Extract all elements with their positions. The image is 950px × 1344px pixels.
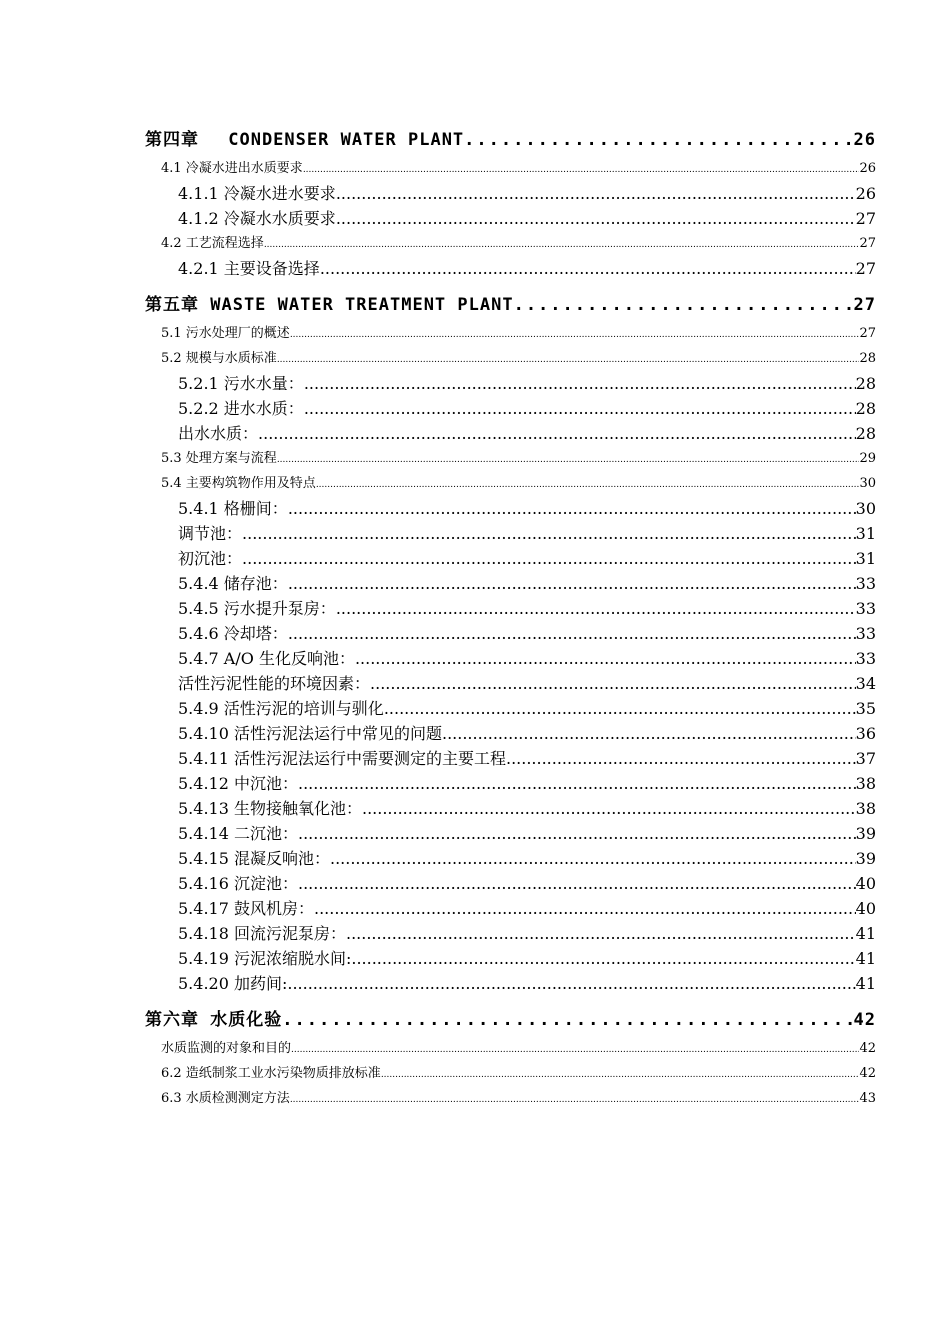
table-of-contents <box>145 124 876 1111</box>
toc-entry[interactable] <box>145 796 876 821</box>
toc-entry-title: 5.1 污水处理厂的概述 <box>161 326 290 341</box>
toc-entry[interactable] <box>145 621 876 646</box>
toc-entry[interactable] <box>145 181 876 206</box>
toc-entry-title: 活性污泥性能的环境因素： <box>178 674 371 693</box>
dot-leader <box>316 473 860 496</box>
toc-page-number: 28 <box>859 351 876 366</box>
toc-page-number: 26 <box>859 161 876 176</box>
dot-leader <box>287 971 855 996</box>
toc-page-number: 27 <box>859 326 876 341</box>
toc-entry-title: 5.4.16 沉淀池： <box>178 874 298 893</box>
toc-entry[interactable] <box>145 546 876 571</box>
toc-page-number: 27 <box>855 209 876 228</box>
toc-entry[interactable] <box>145 396 876 421</box>
toc-entry[interactable] <box>145 821 876 846</box>
toc-entry-title: 6.2 造纸制浆工业水污染物质排放标准 <box>161 1066 381 1081</box>
toc-page-number: 42 <box>853 1010 876 1030</box>
toc-entry-title: 5.2.1 污水水量： <box>178 374 304 393</box>
dot-leader <box>320 256 856 281</box>
toc-page-number: 30 <box>859 476 876 491</box>
toc-entry-title: 5.2.2 进水水质： <box>178 399 304 418</box>
toc-entry[interactable] <box>145 746 876 771</box>
dot-leader <box>506 746 856 771</box>
toc-entry-title: 水质监测的对象和目的 <box>161 1041 292 1056</box>
toc-entry[interactable] <box>145 496 876 521</box>
dot-leader <box>442 721 856 746</box>
dot-leader <box>355 646 856 671</box>
toc-entry[interactable] <box>145 721 876 746</box>
toc-entry[interactable] <box>145 321 876 346</box>
toc-entry-title: 第四章 CONDENSER WATER PLANT <box>145 130 465 150</box>
toc-entry-title: 5.4.18 回流污泥泵房： <box>178 924 346 943</box>
toc-entry-title: 出水水质： <box>178 424 259 443</box>
dot-leader <box>314 896 856 921</box>
toc-entry-title: 5.4 主要构筑物作用及特点 <box>161 476 316 491</box>
toc-entry[interactable] <box>145 921 876 946</box>
toc-page-number: 41 <box>855 974 876 993</box>
toc-page-number: 33 <box>855 574 876 593</box>
dot-leader <box>514 289 854 321</box>
toc-entry-title: 5.4.5 污水提升泵房： <box>178 599 336 618</box>
toc-chapter-entry[interactable] <box>145 124 876 156</box>
toc-chapter-entry[interactable] <box>145 1004 876 1036</box>
dot-leader <box>242 546 856 571</box>
dot-leader <box>258 421 856 446</box>
toc-entry-title: 5.3 处理方案与流程 <box>161 451 277 466</box>
toc-page-number: 33 <box>855 649 876 668</box>
toc-page-number: 33 <box>855 624 876 643</box>
toc-entry-title: 6.3 水质检测测定方法 <box>161 1091 290 1106</box>
toc-entry-title: 5.4.15 混凝反响池： <box>178 849 330 868</box>
dot-leader <box>336 181 856 206</box>
toc-page-number: 41 <box>855 949 876 968</box>
dot-leader <box>304 371 856 396</box>
toc-entry[interactable] <box>145 846 876 871</box>
toc-entry-title: 5.4.11 活性污泥法运行中需要测定的主要工程 <box>178 749 506 768</box>
toc-page-number: 26 <box>855 184 876 203</box>
toc-entry-title: 5.2 规模与水质标准 <box>161 351 277 366</box>
toc-entry[interactable] <box>145 421 876 446</box>
toc-page-number: 40 <box>855 899 876 918</box>
toc-entry[interactable] <box>145 346 876 371</box>
toc-entry-title: 4.1 冷凝水进出水质要求 <box>161 161 303 176</box>
dot-leader <box>298 871 856 896</box>
toc-page-number: 28 <box>855 399 876 418</box>
toc-page-number: 31 <box>855 549 876 568</box>
dot-leader <box>351 946 855 971</box>
dot-leader <box>290 323 860 346</box>
dot-leader <box>277 448 860 471</box>
dot-leader <box>330 846 856 871</box>
toc-entry[interactable] <box>145 946 876 971</box>
toc-entry-title: 5.4.10 活性污泥法运行中常见的问题 <box>178 724 442 743</box>
dot-leader <box>290 1088 860 1111</box>
toc-page-number: 39 <box>855 849 876 868</box>
dot-leader <box>298 771 856 796</box>
toc-page-number: 42 <box>859 1041 876 1056</box>
toc-page-number: 38 <box>855 799 876 818</box>
toc-entry[interactable] <box>145 896 876 921</box>
toc-entry-title: 4.1.1 冷凝水进水要求 <box>178 184 336 203</box>
toc-page-number: 35 <box>855 699 876 718</box>
toc-entry-title: 5.4.7 A/O 生化反响池： <box>178 649 355 668</box>
dot-leader <box>288 496 856 521</box>
toc-page-number: 30 <box>855 499 876 518</box>
dot-leader <box>277 348 860 371</box>
toc-page-number: 43 <box>859 1091 876 1106</box>
toc-entry[interactable] <box>145 971 876 996</box>
dot-leader <box>384 696 856 721</box>
toc-page-number: 41 <box>855 924 876 943</box>
dot-leader <box>370 671 856 696</box>
toc-entry-title: 5.4.17 鼓风机房： <box>178 899 314 918</box>
toc-entry[interactable] <box>145 231 876 256</box>
toc-page-number: 36 <box>855 724 876 743</box>
toc-page-number: 37 <box>855 749 876 768</box>
toc-page-number: 27 <box>853 295 876 315</box>
dot-leader <box>264 233 860 256</box>
toc-entry[interactable] <box>145 1036 876 1061</box>
dot-leader <box>304 396 856 421</box>
toc-entry[interactable] <box>145 371 876 396</box>
toc-entry-title: 调节池： <box>178 524 243 543</box>
toc-entry-title: 4.2.1 主要设备选择 <box>178 259 320 278</box>
dot-leader <box>282 1004 853 1036</box>
toc-entry-title: 初沉池： <box>178 549 243 568</box>
toc-page-number: 26 <box>853 130 876 150</box>
dot-leader <box>362 796 856 821</box>
toc-entry[interactable] <box>145 871 876 896</box>
dot-leader <box>346 921 856 946</box>
dot-leader <box>242 521 856 546</box>
toc-entry[interactable] <box>145 1061 876 1086</box>
toc-page-number: 27 <box>859 236 876 251</box>
toc-entry-title: 5.4.19 污泥浓缩脱水间: <box>178 949 352 968</box>
toc-entry[interactable] <box>145 156 876 181</box>
toc-entry-title: 5.4.13 生物接触氧化池： <box>178 799 362 818</box>
toc-entry[interactable] <box>145 471 876 496</box>
dot-leader <box>464 124 853 156</box>
toc-entry-title: 5.4.6 冷却塔： <box>178 624 288 643</box>
toc-page-number: 31 <box>855 524 876 543</box>
toc-entry[interactable] <box>145 696 876 721</box>
toc-page-number: 33 <box>855 599 876 618</box>
toc-entry[interactable] <box>145 521 876 546</box>
toc-entry[interactable] <box>145 446 876 471</box>
toc-entry[interactable] <box>145 646 876 671</box>
toc-entry[interactable] <box>145 671 876 696</box>
dot-leader <box>381 1063 860 1086</box>
toc-entry-title: 4.2 工艺流程选择 <box>161 236 264 251</box>
toc-page-number: 34 <box>855 674 876 693</box>
toc-entry-title: 第六章 水质化验 <box>145 1010 283 1030</box>
dot-leader <box>298 821 856 846</box>
toc-entry-title: 4.1.2 冷凝水水质要求 <box>178 209 336 228</box>
toc-chapter-entry[interactable] <box>145 289 876 321</box>
toc-page-number: 38 <box>855 774 876 793</box>
toc-entry-title: 5.4.4 储存池： <box>178 574 288 593</box>
dot-leader <box>336 596 856 621</box>
dot-leader <box>288 621 856 646</box>
dot-leader <box>336 206 856 231</box>
toc-entry-title: 5.4.12 中沉池： <box>178 774 298 793</box>
toc-entry-title: 5.4.9 活性污泥的培训与驯化 <box>178 699 384 718</box>
toc-entry-title: 5.4.20 加药间: <box>178 974 288 993</box>
toc-page-number: 42 <box>859 1066 876 1081</box>
toc-entry[interactable] <box>145 571 876 596</box>
toc-entry[interactable] <box>145 256 876 281</box>
toc-page-number: 27 <box>855 259 876 278</box>
toc-page-number: 40 <box>855 874 876 893</box>
toc-entry[interactable] <box>145 771 876 796</box>
dot-leader <box>303 158 860 181</box>
toc-entry[interactable] <box>145 206 876 231</box>
toc-page-number: 28 <box>855 424 876 443</box>
toc-page-number: 28 <box>855 374 876 393</box>
toc-page-number: 39 <box>855 824 876 843</box>
toc-entry[interactable] <box>145 596 876 621</box>
toc-entry-title: 5.4.14 二沉池： <box>178 824 298 843</box>
toc-entry-title: 第五章 WASTE WATER TREATMENT PLANT <box>145 295 514 315</box>
toc-entry[interactable] <box>145 1086 876 1111</box>
toc-page-number: 29 <box>859 451 876 466</box>
toc-entry-title: 5.4.1 格栅间： <box>178 499 288 518</box>
dot-leader <box>288 571 856 596</box>
dot-leader <box>291 1038 859 1061</box>
